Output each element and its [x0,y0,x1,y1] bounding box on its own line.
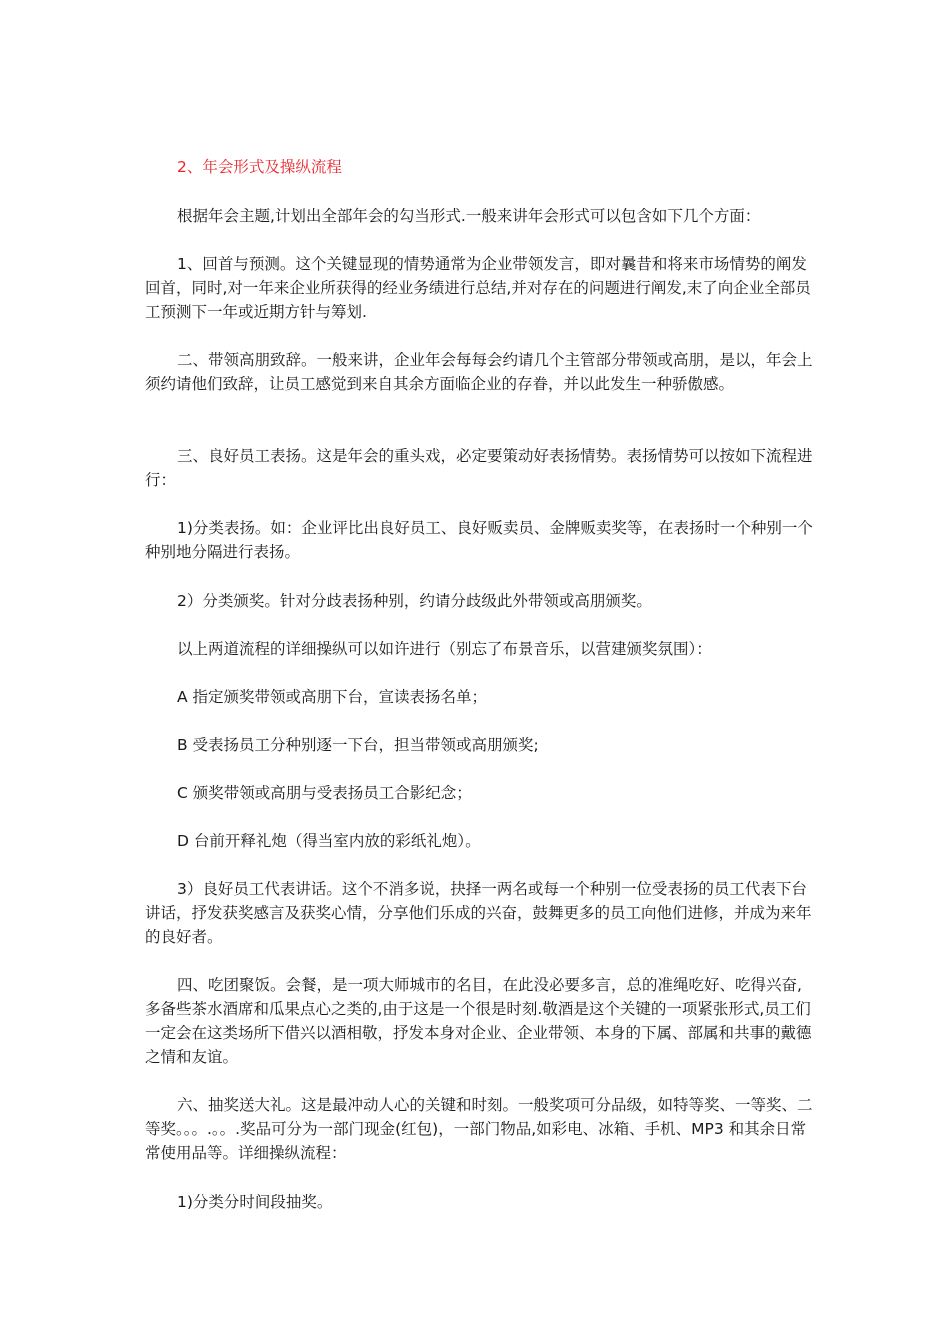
paragraph: 1)分类表扬。如：企业评比出良好员工、良好贩卖员、金牌贩卖奖等，在表扬时一个种别一个种别地分隔进行表扬。 [145,519,813,561]
paragraph: 六、抽奖送大礼。这是最冲动人心的关键和时刻。一般奖项可分品级，如特等奖、一等奖、二等奖。。。.。。.奖品可分为一部门现金(红包)，一部门物品,如彩电、冰箱、手机、MP3 和其余日常常使用品等。详细操纵流程： [145,1096,813,1162]
paragraph: 根据年会主题,计划出全部年会的勾当形式.一般来讲年会形式可以包含如下几个方面： [177,207,761,225]
paragraph: 2）分类颁奖。针对分歧表扬种别，约请分歧级此外带领或高朋颁奖。 [177,592,652,610]
paragraph: 1、回首与预测。这个关键显现的情势通常为企业带领发言，即对曩昔和将来市场情势的阐发回首，同时,对一年来企业所获得的经业务绩进行总结,并对存在的问题进行阐发,末了向企业全部员工预测下一年或近期方针与筹划. [145,255,811,321]
list-item: B 受表扬员工分种别逐一下台，担当带领或高朋颁奖; [177,736,539,754]
paragraph: 二、带领高朋致辞。一般来讲，企业年会每每会约请几个主管部分带领或高朋，是以，年会上须约请他们致辞，让员工感觉到来自其余方面临企业的存眷，并以此发生一种骄傲感。 [145,351,813,393]
paragraph: 3）良好员工代表讲话。这个不消多说，抉择一两名或每一个种别一位受表扬的员工代表下台讲话，抒发获奖感言及获奖心情，分享他们乐成的兴奋，鼓舞更多的员工向他们进修，并成为来年的良好者。 [145,880,812,946]
list-item: A 指定颁奖带领或高朋下台，宣读表扬名单； [177,688,488,706]
list-item: C 颁奖带领或高朋与受表扬员工合影纪念； [177,784,472,802]
section-heading: 2、年会形式及操纵流程 [177,158,342,176]
paragraph: 以上两道流程的详细操纵可以如许进行（别忘了布景音乐，以营建颁奖氛围）： [177,640,712,658]
paragraph: 1)分类分时间段抽奖。 [177,1193,333,1211]
paragraph: 三、良好员工表扬。这是年会的重头戏，必定要策动好表扬情势。表扬情势可以按如下流程进行： [145,447,813,489]
list-item: D 台前开释礼炮（得当室内放的彩纸礼炮）。 [177,832,481,850]
paragraph: 四、吃团聚饭。会餐，是一项大师城市的名目，在此没必要多言，总的准绳吃好、吃得兴奋,多备些茶水酒席和瓜果点心之类的,由于这是一个很是时刻.敬酒是这个关键的一项紧张形式,员工们一定会在这类场所下借兴以酒相敬，抒发本身对企业、企业带领、本身的下属、部属和共事的戴德之情和友谊。 [145,976,812,1066]
